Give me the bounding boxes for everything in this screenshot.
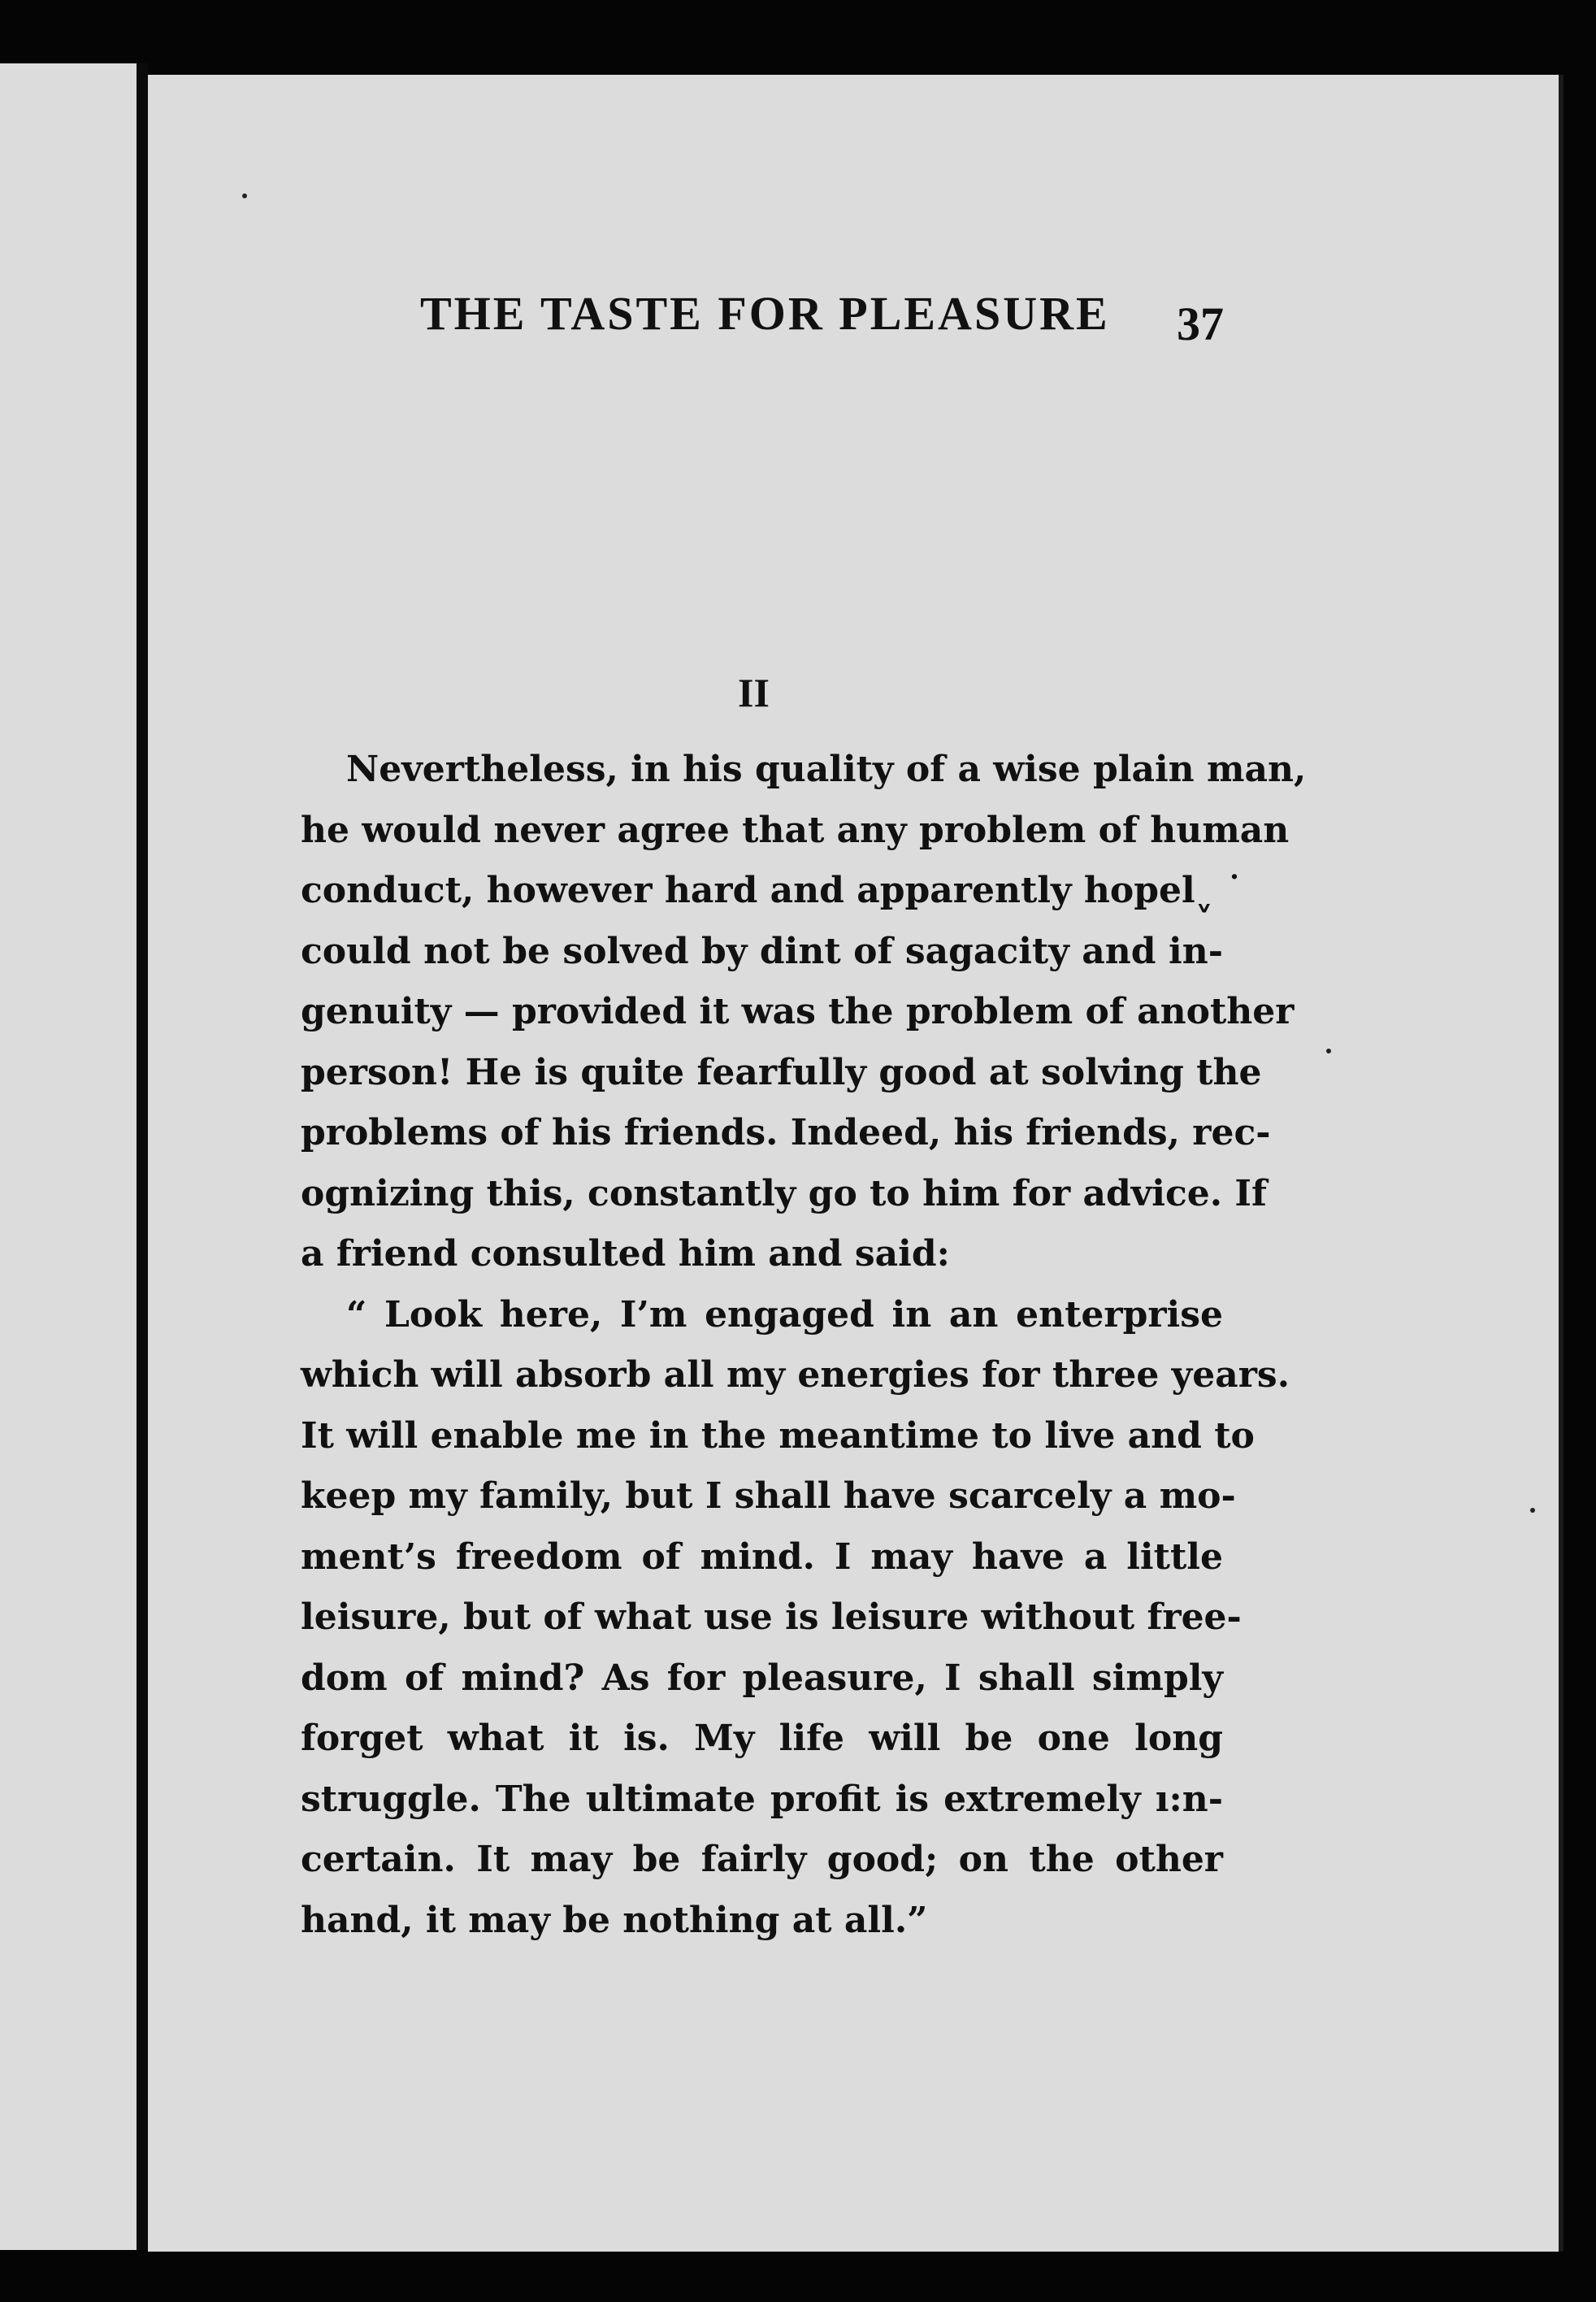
facing-page-edge (0, 63, 145, 2250)
text-line: ognizing this, constantly go to him for advice. If (301, 1172, 1267, 1214)
text-line: problems of his friends. Indeed, his friends, rec- (301, 1112, 1271, 1153)
text-line: certain. It may be fairly good; on the other (301, 1839, 1223, 1880)
text-line: could not be solved by dint of sagacity and in- (301, 930, 1223, 972)
page-number: 37 (1177, 298, 1224, 350)
running-head: THE TASTE FOR PLEASURE (420, 287, 1110, 340)
text-line: “ Look here, I’m engaged in an enterprise (346, 1293, 1223, 1336)
gutter-shadow (137, 63, 148, 2250)
text-line: struggle. The ultimate profit is extremely ı:n- (301, 1778, 1223, 1820)
text-line: dom of mind? As for pleasure, I shall simply (301, 1657, 1223, 1699)
text-line: a friend consulted him and said: (301, 1233, 950, 1275)
text-line: hand, it may be nothing at all.” (301, 1899, 928, 1941)
text-line: conduct, however hard and apparently hopelˬ ˙ (301, 870, 1244, 911)
text-line: ment’s freedom of mind. I may have a little (301, 1535, 1223, 1578)
scan-speck (1530, 1508, 1535, 1513)
text-line: he would never agree that any problem of human (301, 809, 1290, 851)
bottom-scan-border (0, 2252, 1596, 2302)
text-line: keep my family, but I shall have scarcely a mo- (301, 1475, 1236, 1517)
scan-speck (1326, 1049, 1331, 1053)
text-line: genuity — provided it was the problem of another (301, 991, 1295, 1032)
text-line: forget what it is. My life will be one long (301, 1718, 1223, 1759)
text-line: Nevertheless, in his quality of a wise plain man, (346, 749, 1307, 790)
text-line: which will absorb all my energies for three years. (301, 1354, 1290, 1396)
text-line: It will enable me in the meantime to live and to (301, 1414, 1255, 1457)
text-line: person! He is quite fearfully good at solving the (301, 1051, 1262, 1093)
scan-speck (242, 193, 247, 198)
text-line: leisure, but of what use is leisure without free- (301, 1596, 1242, 1638)
body-text (301, 740, 1307, 1951)
section-numeral: II (738, 670, 770, 715)
